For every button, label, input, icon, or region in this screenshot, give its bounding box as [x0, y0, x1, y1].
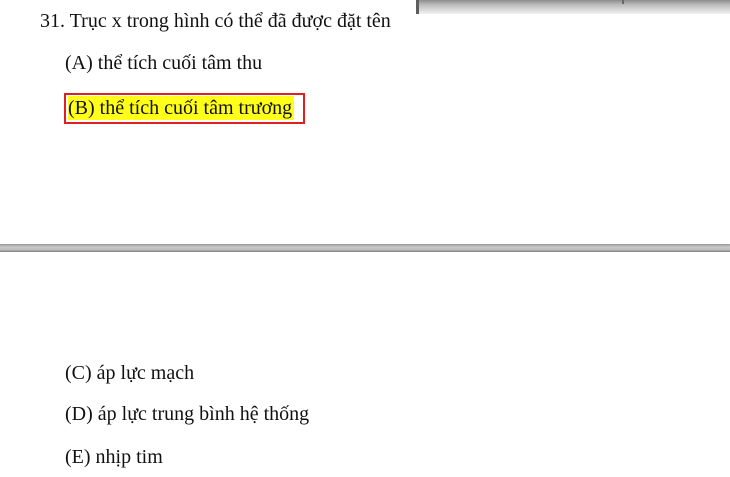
option-a[interactable]: (A) thể tích cuối tâm thu: [65, 52, 263, 74]
scanned-figure-mark: [622, 0, 624, 4]
option-c[interactable]: (C) áp lực mạch: [65, 362, 195, 384]
option-e[interactable]: (E) nhịp tim: [65, 446, 163, 468]
option-d[interactable]: (D) áp lực trung bình hệ thống: [65, 403, 310, 425]
scanned-figure-edge: [416, 0, 730, 14]
option-b[interactable]: (B) thể tích cuối tâm trương: [68, 97, 293, 119]
page-divider: [0, 244, 730, 252]
question-text: 31. Trục x trong hình có thể đã được đặt tên: [40, 10, 391, 32]
selected-answer-box[interactable]: [64, 93, 305, 124]
scanned-figure-border: [416, 0, 419, 14]
